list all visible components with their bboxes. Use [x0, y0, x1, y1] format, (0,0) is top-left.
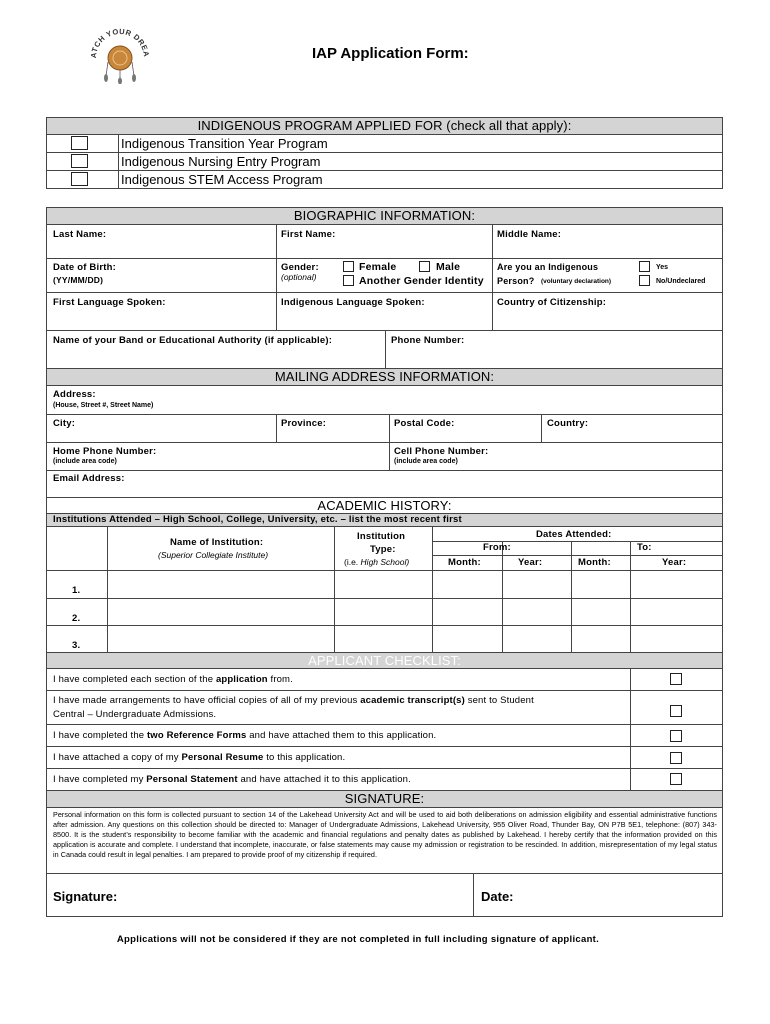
checklist-item-application: I have completed each section of the application from.	[53, 674, 293, 685]
female-label: Female	[359, 261, 397, 273]
cell-phone-hint: (include area code)	[394, 458, 458, 465]
no-undeclared-label: No/Undeclared	[656, 278, 706, 285]
gender-optional: (optional)	[281, 272, 317, 282]
first-language-field[interactable]: First Language Spoken:	[53, 297, 166, 308]
program-stem-access: Indigenous STEM Access Program	[121, 172, 323, 187]
indigenous-question: Are you an Indigenous	[497, 262, 599, 272]
date-field[interactable]: Date:	[481, 889, 514, 904]
checkbox-transcripts[interactable]	[670, 705, 682, 717]
signature-header: SIGNATURE:	[344, 791, 425, 806]
male-label: Male	[436, 261, 461, 273]
middle-name-field[interactable]: Middle Name:	[497, 229, 562, 240]
checkbox-yes[interactable]	[639, 261, 650, 272]
checkbox-transition-year[interactable]	[71, 136, 88, 150]
dob-field[interactable]: Date of Birth:	[53, 262, 116, 273]
col-institution-name: Name of Institution:	[170, 537, 264, 548]
checkbox-application[interactable]	[670, 673, 682, 685]
address-hint: (House, Street #, Street Name)	[53, 402, 154, 409]
checkbox-another-gender[interactable]	[343, 275, 354, 286]
program-transition-year: Indigenous Transition Year Program	[121, 136, 328, 151]
indigenous-question-2: Person?	[497, 276, 535, 286]
checklist-item-statement: I have completed my Personal Statement and have attached it to this application.	[53, 774, 411, 785]
postal-code-field[interactable]: Postal Code:	[394, 418, 455, 429]
institution-row-1[interactable]: 1.	[72, 585, 81, 596]
catch-your-dream-logo	[88, 22, 152, 84]
dob-format: (YY/MM/DD)	[53, 275, 104, 285]
bio-header: BIOGRAPHIC INFORMATION:	[293, 208, 476, 223]
checkbox-no-undeclared[interactable]	[639, 275, 650, 286]
checklist-item-transcripts-2: Central – Undergraduate Admissions.	[53, 709, 217, 720]
academic-subheader: Institutions Attended – High School, College, University, etc. – list the most recent first	[53, 514, 462, 525]
home-phone-hint: (include area code)	[53, 458, 117, 465]
checkbox-female[interactable]	[343, 261, 354, 272]
to-month: Month:	[578, 557, 611, 568]
checklist-header: APPLICANT CHECKLIST:	[308, 653, 461, 668]
checkbox-statement[interactable]	[670, 773, 682, 785]
col-institution-type-2: Type:	[370, 544, 396, 555]
last-name-field[interactable]: Last Name:	[53, 229, 107, 240]
type-example: High School)	[360, 557, 410, 567]
programs-header: INDIGENOUS PROGRAM APPLIED FOR (check all that apply):	[197, 118, 572, 133]
type-example-prefix: (i.e.	[344, 557, 359, 567]
institution-row-3[interactable]: 3.	[72, 640, 81, 651]
city-field[interactable]: City:	[53, 418, 76, 429]
institution-row-2[interactable]: 2.	[72, 613, 81, 624]
privacy-statement: Personal information on this form is collected pursuant to section 14 of the Lakehead University Act and will be used to aid both deliberations on admission eligibility and essential administrative functions after admission. Any questions on this collection should be directed to: Manager of Undergraduate Admissions, Lakehead University, 955 Oliver Road, Thunder Bay, ON P7B 5E1, telephone: (807) 343-8500. It is the student’s responsibility to become familiar with the academic and financial regulations and penalty dates as published by Lakehead. I hereby certify that the information provided on this application is accurate and complete. I understand that incomplete, inaccurate, or false statements may cause my admission or registration to be rescinded. In addition, misrepresentation of my legal status in Canada could result in legal penalties. I am prepared to provide proof of my citizenship if required.	[53, 810, 717, 860]
gender-label: Gender:	[281, 262, 319, 273]
institution-name-example: (Superior Collegiate Institute)	[158, 550, 269, 560]
country-field[interactable]: Country:	[547, 418, 589, 429]
footer-note: Applications will not be considered if they are not completed in full including signature of applicant.	[116, 934, 600, 945]
col-institution-type: Institution	[357, 531, 406, 542]
from-month: Month:	[448, 557, 481, 568]
checklist-item-resume: I have attached a copy of my Personal Resume to this application.	[53, 752, 346, 763]
program-nursing-entry: Indigenous Nursing Entry Program	[121, 154, 321, 169]
logo-text: ATCH YOUR DREA	[88, 26, 152, 59]
cell-phone-field[interactable]: Cell Phone Number:	[394, 446, 489, 457]
home-phone-field[interactable]: Home Phone Number:	[53, 446, 157, 457]
citizenship-field[interactable]: Country of Citizenship:	[497, 297, 607, 308]
first-name-field[interactable]: First Name:	[281, 229, 336, 240]
from-year: Year:	[518, 557, 543, 568]
to-label: To:	[637, 542, 652, 553]
checkbox-male[interactable]	[419, 261, 430, 272]
phone-field[interactable]: Phone Number:	[391, 335, 465, 346]
address-field[interactable]: Address:	[53, 389, 96, 400]
another-gender-label: Another Gender Identity	[359, 275, 484, 287]
dates-attended: Dates Attended:	[536, 529, 612, 540]
checkbox-resume[interactable]	[670, 752, 682, 764]
voluntary-note: (voluntary declaration)	[541, 278, 612, 285]
email-field[interactable]: Email Address:	[53, 473, 125, 484]
yes-label: Yes	[656, 264, 669, 271]
checklist-item-references: I have completed the two Reference Forms and have attached them to this application.	[53, 730, 437, 741]
checkbox-nursing-entry[interactable]	[71, 154, 88, 168]
from-label: From:	[483, 542, 511, 553]
indigenous-language-field[interactable]: Indigenous Language Spoken:	[281, 297, 425, 308]
signature-field[interactable]: Signature:	[53, 889, 118, 904]
checkbox-references[interactable]	[670, 730, 682, 742]
checklist-item-transcripts: I have made arrangements to have official copies of all of my previous academic transcript(s) sent to Student	[53, 695, 534, 706]
academic-header: ACADEMIC HISTORY:	[317, 498, 452, 513]
band-field[interactable]: Name of your Band or Educational Authority (if applicable):	[53, 335, 333, 346]
province-field[interactable]: Province:	[281, 418, 327, 429]
form-title: IAP Application Form:	[312, 45, 469, 62]
to-year: Year:	[662, 557, 687, 568]
checkbox-stem-access[interactable]	[71, 172, 88, 186]
mailing-header: MAILING ADDRESS INFORMATION:	[274, 369, 495, 384]
